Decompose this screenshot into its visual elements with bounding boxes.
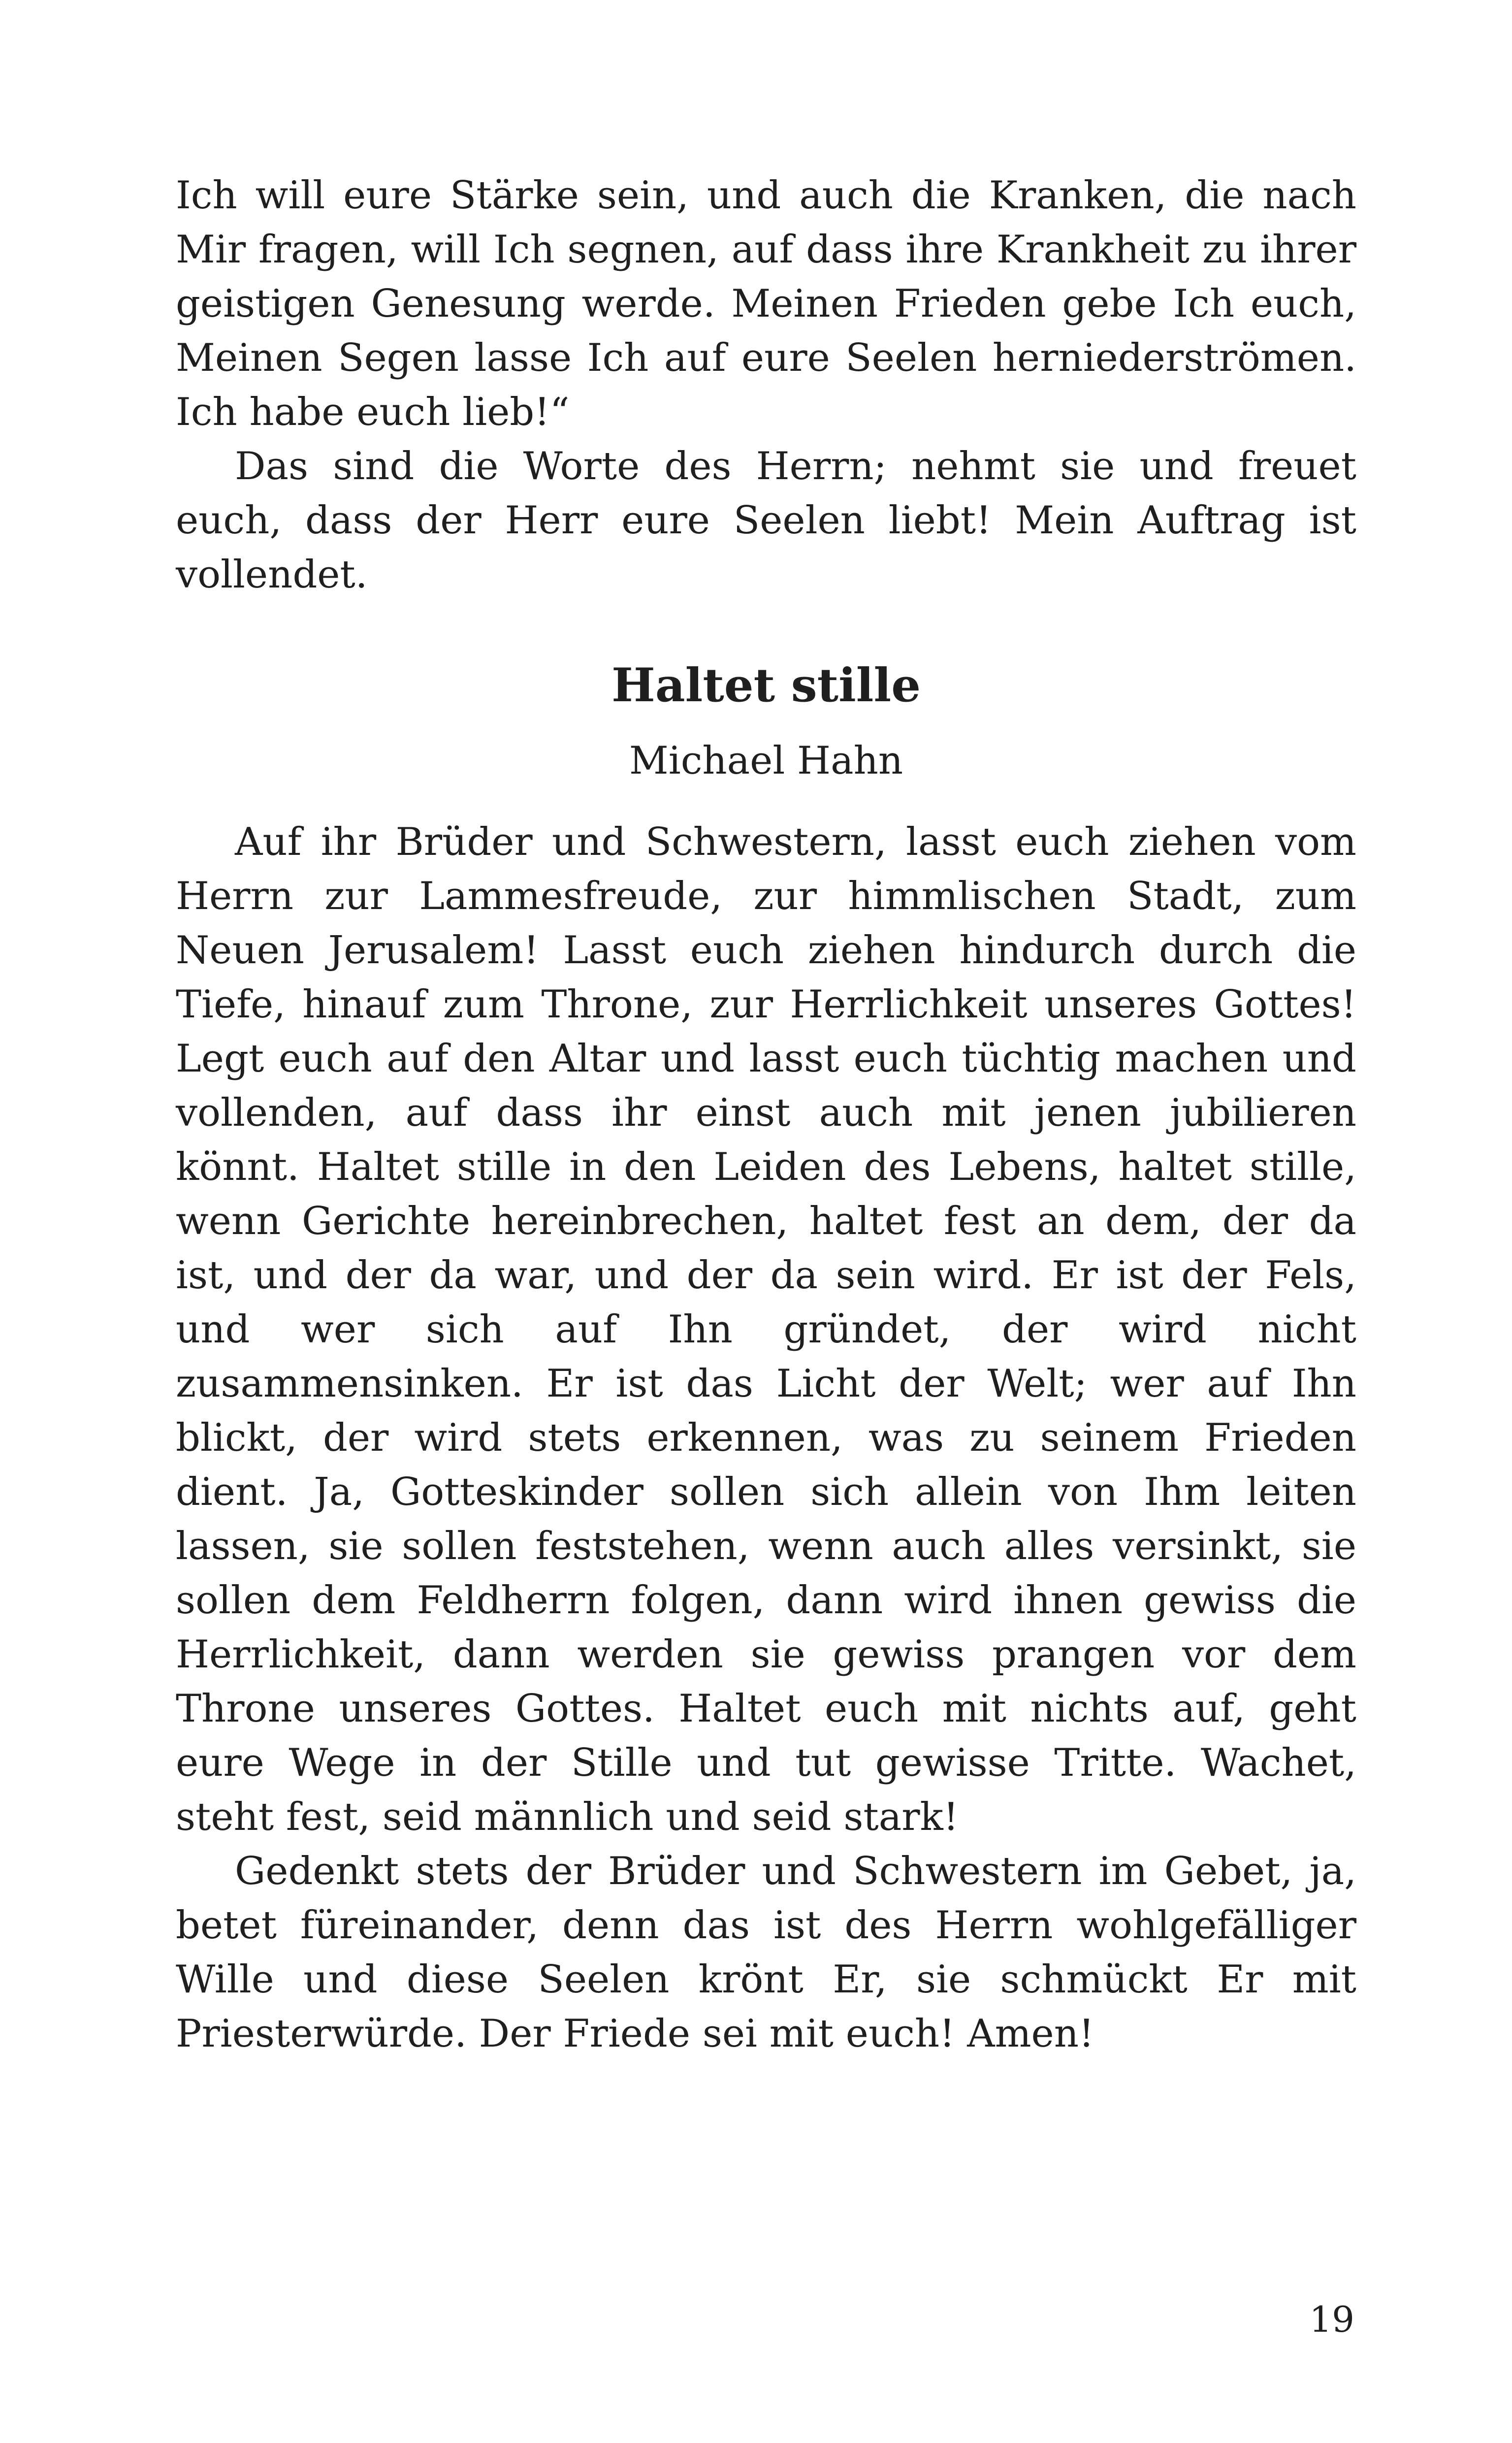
paragraph: Das sind die Worte des Herrn; nehmt sie und freuet euch, dass der Herr eure Seelen liebt! Mein Auftrag ist vollendet. — [176, 444, 1356, 597]
paragraph: Gedenkt stets der Brüder und Schwestern im Gebet, ja, betet füreinander, denn das ist des Herrn wohlgefälliger Wille und diese Seelen krönt Er, sie schmückt Er mit Priesterwürde. Der Friede sei mit euch! Amen! — [176, 1849, 1356, 2056]
paragraph: Ich will eure Stärke sein, und auch die Kranken, die nach Mir fragen, will Ich segnen, auf dass ihre Krankheit zu ihrer geistigen Genesung werde. Meinen Frieden gebe Ich euch, Meinen Segen lasse Ich auf eure Seelen herniederströmen. Ich habe euch lieb!“ — [176, 173, 1356, 434]
article-title: Haltet stille — [611, 658, 921, 713]
continued-text-section — [176, 168, 1356, 602]
article-body — [176, 815, 1356, 2061]
paragraph: Auf ihr Brüder und Schwestern, lasst euch ziehen vom Herrn zur Lammesfreude, zur himmlischen Stadt, zum Neuen Jerusalem! Lasst euch ziehen hindurch durch die Tiefe, hinauf zum Throne, zur Herrlichkeit unseres Gottes! Legt euch auf den Altar und lasst euch tüchtig machen und vollenden, auf dass ihr einst auch mit jenen jubilieren könnt. Haltet stille in den Leiden des Lebens, haltet stille, wenn Gerichte hereinbrechen, haltet fest an dem, der da ist, und der da war, und der da sein wird. Er ist der Fels, und wer sich auf Ihn gründet, der wird nicht zusammensinken. Er ist das Licht der Welt; wer auf Ihn blickt, der wird stets erkennen, was zu seinem Frieden dient. Ja, Gotteskinder sollen sich allein von Ihm leiten lassen, sie sollen feststehen, wenn auch alles versinkt, sie sollen dem Feldherrn folgen, dann wird ihnen gewiss die Herrlichkeit, dann werden sie gewiss prangen vor dem Throne unseres Gottes. Haltet euch mit nichts auf, geht eure Wege in der Stille und tut gewisse Tritte. Wachet, steht fest, seid männlich und seid stark! — [176, 820, 1356, 1839]
article-author: Michael Hahn — [629, 739, 903, 783]
page-number: 19 — [1309, 2299, 1354, 2340]
